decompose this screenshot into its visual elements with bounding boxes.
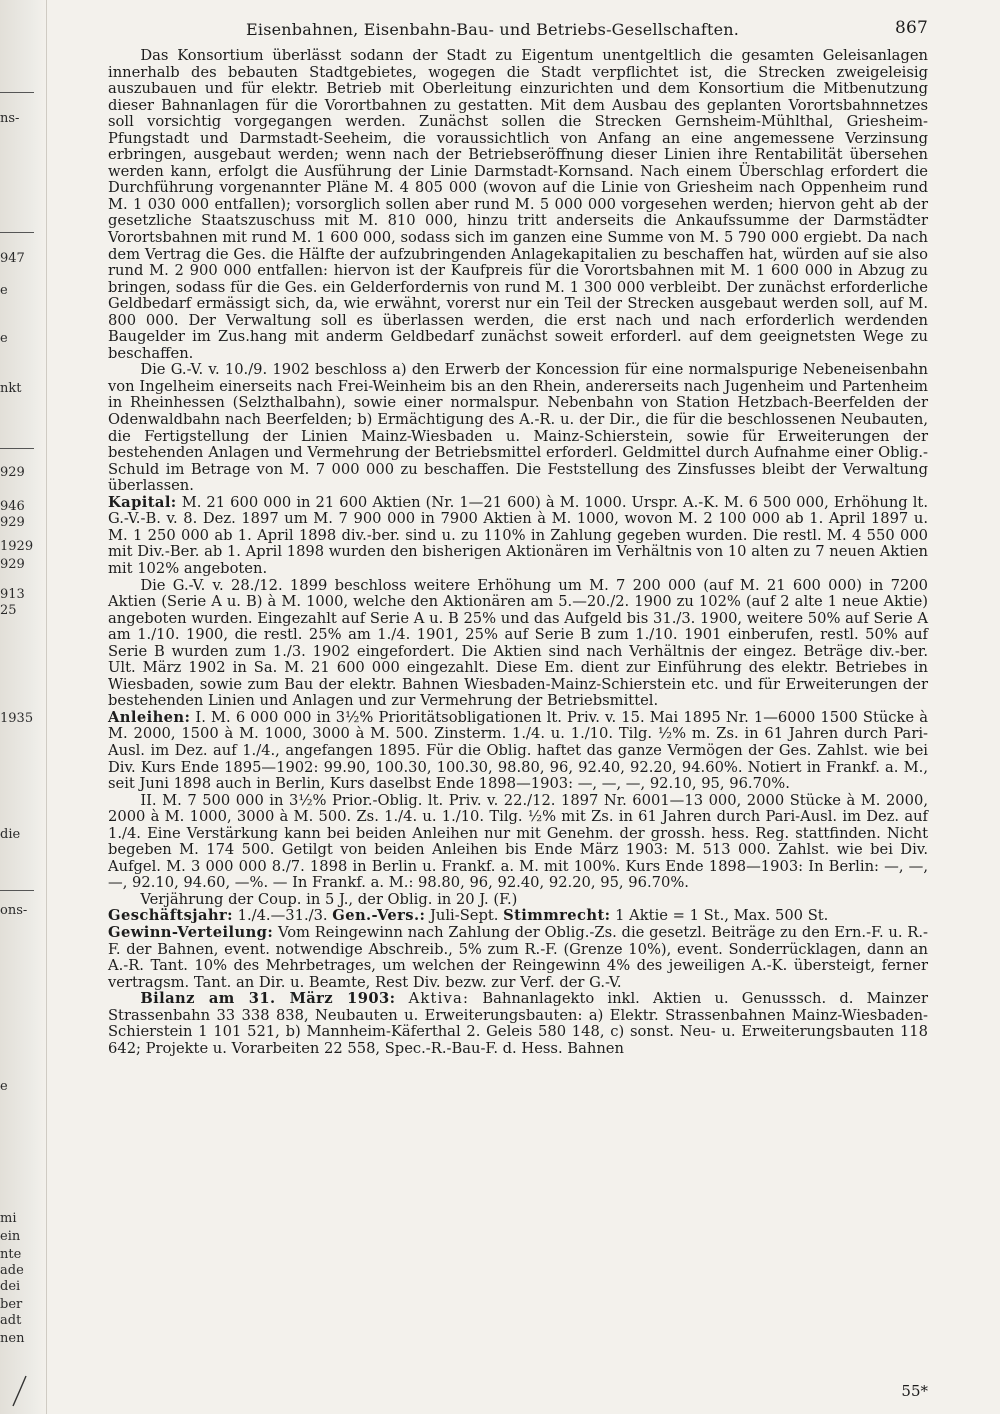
margin-fragment: 25 [0, 603, 17, 618]
paragraph-konsortium: Das Konsortium überlässt sodann der Stadt zu Eigentum unentgeltlich die gesamten Geleisanlagen innerhalb des bebauten Stadtgebietes, wogegen die Stadt verpflichtet ist, die Strecken zweigeleisig auszubauen und für elektr. Betrieb mit Oberleitung einzurichten und dem Konsortium die Mitbenutzung dieser Bahnanlagen für die Vorortbahnen zu gestatten. Mit dem Ausbau des geplanten Vorortsbahnnetzes soll vorsichtig vorgegangen werden. Zunächst sollen die Strecken Gernsheim-Mühlthal, Griesheim-Pfungstadt und Darmstadt-Seeheim, die voraussichtlich von Anfang an eine angemessene Verzinsung erbringen, ausgebaut werden; wenn nach der Betriebseröffnung dieser Linien ihre Rentabilität übersehen werden kann, erfolgt die Ausführung der Linie Darmstadt-Kornsand. Nach einem Überschlag erfordert die Durchführung vorgenannter Pläne M. 4 805 000 (wovon auf die Linie von Griesheim nach Oppenheim rund M. 1 030 000 entfallen); vorsorglich sollen aber rund M. 5 000 000 vorgesehen werden; hiervon geht ab der gesetzliche Staatszuschuss mit M. 810 000, hinzu tritt anderseits die Ankaufssumme der Darmstädter Vorortsbahnen mit rund M. 1 600 000, sodass sich im ganzen eine Summe von M. 5 790 000 ergiebt. Da nach dem Vertrag die Ges. die Hälfte der aufzubringenden Anlagekapitalien zu beschaffen hat, würden auf sie also rund M. 2 900 000 entfallen: hiervon ist der Kaufpreis für die Vorortsbahnen mit M. 1 600 000 in Abzug zu bringen, sodass für die Ges. ein Gelderfordernis von rund M. 1 300 000 verbleibt. Der zunächst erforderliche Geldbedarf ermässigt sich, da, wie erwähnt, vorerst nur ein Teil der Strecken ausgebaut werden soll, auf M. 800 000. Der Verwaltung soll es überlassen werden, die erst nach und nach erforderlich werdenden Baugelder im Zus.hang mit anderm Geldbedarf zunächst soweit erforderl. auf dem geeignetsten Wege zu beschaffen. [108, 47, 928, 362]
margin-fragment: 929 [0, 515, 25, 530]
margin-fragment: adt [0, 1313, 22, 1328]
margin-fragment: ein [0, 1229, 21, 1244]
margin-fragment: 947 [0, 251, 25, 266]
margin-fragment: ns- [0, 111, 20, 126]
margin-fragment: 913 [0, 587, 25, 602]
margin-fragment: e [0, 331, 8, 346]
margin-fragment: ber [0, 1297, 23, 1312]
label-geschaeftsjahr: Geschäftsjahr: [108, 907, 233, 925]
margin-fragment: 929 [0, 557, 25, 572]
gen-vers-text: Juli-Sept. [429, 907, 499, 925]
margin-rule [0, 92, 34, 93]
anleihen-text: I. M. 6 000 000 in 3½% Prioritätsobligationen lt. Priv. v. 15. Mai 1895 Nr. 1—6000 1500 Stücke à M. 2000, 1500 à M. 1000, 3000 à M. 500. Zinsterm. 1./4. u. 1./10. Tilg. ½% m. Zs. in 61 Jahren durch Pari-Ausl. im Dez. auf 1./4., angefangen 1895. Für die Oblig. haftet das ganze Vermögen der Ges. Zahlst. wie bei Div. Kurs Ende 1895—1902: 99.90, 100.30, 100.30, 98.80, 96, 92.40, 92.20, 94.60%. Notiert in Frankf. a. M., seit Juni 1898 auch in Berlin, Kurs daselbst Ende 1898—1903: —, —, —, 92.10, 95, 96.70%. [108, 708, 928, 793]
margin-fragment: nkt [0, 381, 22, 396]
paragraph-verjaehrung: Verjährung der Coup. in 5 J., der Oblig. in 20 J. (F.) [140, 890, 518, 908]
margin-fragment: e [0, 1079, 8, 1094]
margin-fragment: 946 [0, 499, 25, 514]
margin-fragment: die [0, 827, 21, 842]
margin-fragment: 929 [0, 465, 25, 480]
paragraph-gv-1899: Die G.-V. v. 28./12. 1899 beschloss weitere Erhöhung um M. 7 200 000 (auf M. 21 600 000) in 7200 Aktien (Serie A u. B) à M. 1000, welche den Aktionären am 5.—20./2. 1900 zu 102% (auf 2 alte 1 neue Aktie) angeboten wurden. Eingezahlt auf Serie A u. B 25% und das Aufgeld bis 31./3. 1900, weitere 50% auf Serie A am 1./10. 1900, die restl. 25% am 1./4. 1901, 25% auf Serie B zum 1./10. 1901 einberufen, restl. 50% auf Serie B wurden zum 1./3. 1902 eingefordert. Die Aktien sind nach Verhältnis der eingez. Beträge div.-ber. Ult. März 1902 in Sa. M. 21 600 000 eingezahlt. Diese Em. dient zur Einführung des elektr. Betriebes in Wiesbaden, sowie zum Bau der elektr. Bahnen Wiesbaden-Mainz-Schierstein etc. und für Erweiterungen der bestehenden Linien und Anlagen und zur Vermehrung der Betriebsmittel. [108, 576, 928, 710]
kapital-text: M. 21 600 000 in 21 600 Aktien (Nr. 1—21 600) à M. 1000. Urspr. A.-K. M. 6 500 000, Erhöhung lt. G.-V.-B. v. 8. Dez. 1897 um M. 7 900 000 in 7900 Aktien à M. 1000, wovon M. 2 100 000 ab 1. April 1897 u. M. 1 250 000 ab 1. April 1898 div.-ber. sind u. zu 110% in Zahlung gegeben wurden. Die restl. M. 4 550 000 mit Div.-Ber. ab 1. April 1898 wurden den bisherigen Aktionären im Verhältnis von 10 alten zu 7 neuen Aktien mit 102% angeboten. [108, 493, 928, 577]
section-gewinn-verteilung [108, 925, 928, 991]
page-body [108, 48, 928, 1057]
margin-fragment: 1929 [0, 539, 34, 554]
section-anleihen [108, 710, 928, 793]
page-number: 867 [894, 18, 928, 38]
label-gen-vers: Gen.-Vers.: [332, 907, 426, 925]
section-geschaeftsjahr [108, 908, 928, 925]
section-bilanz [108, 991, 928, 1057]
gewinn-verteilung-text: Vom Reingewinn nach Zahlung der Oblig.-Zs. die gesetzl. Beiträge zu den Ern.-F. u. R.-F. der Bahnen, event. notwendige Abschreib., 5% zum R.-F. (Grenze 10%), event. Sonderrücklagen, dann an A.-R. Tant. 10% des Mehrbetrages, um welchen der Reingewinn 4% des jeweiligen A.-K. übersteigt, ferner vertragsm. Tant. an Dir. u. Beamte, Rest Div. bezw. zur Verf. der G.-V. [108, 923, 929, 991]
label-stimmrecht: Stimmrecht: [503, 907, 611, 925]
stimmrecht-text: 1 Aktie = 1 St., Max. 500 St. [615, 907, 829, 925]
label-aktiva: Aktiva: [408, 990, 470, 1008]
section-kapital [108, 495, 928, 578]
margin-fragment: e [0, 283, 8, 298]
adjacent-page-margin [0, 0, 47, 1414]
margin-rule [0, 232, 34, 233]
margin-fragment: ade [0, 1263, 24, 1278]
bilanz-text: Bahnanlagekto inkl. Aktien u. Genusssch. d. Mainzer Strassenbahn 33 338 838, Neubauten u. Erweiterungsbauten: a) Elektr. Strassenbahnen Mainz-Wiesbaden-Schierstein 1 101 521, b) Mannheim-Käferthal 2. Geleis 580 148, c) sonst. Neu- u. Erweiterungsbauten 118 642; Projekte u. Vorarbeiten 22 558, Spec.-R.-Bau-F. d. Hess. Bahnen [108, 990, 928, 1057]
margin-fragment: dei [0, 1279, 21, 1294]
label-kapital: Kapital: [108, 493, 177, 511]
label-gewinn-verteilung: Gewinn-Verteilung: [108, 923, 274, 941]
paragraph-anleihe-ii: II. M. 7 500 000 in 3½% Prior.-Oblig. lt. Priv. v. 22./12. 1897 Nr. 6001—13 000, 2000 Stücke à M. 2000, 2000 à M. 1000, 3000 à M. 500. Zs. 1./4. u. 1./10. Tilg. ½% mit Zs. in 61 Jahren durch Pari-Ausl. im Dez. auf 1./4. Eine Verstärkung kann bei beiden Anleihen nur mit Genehm. der grossh. hess. Reg. stattfinden. Nicht begeben M. 174 500. Getilgt von beiden Anleihen bis Ende März 1903: M. 513 000. Zahlst. wie bei Div. Aufgel. M. 3 000 000 8./7. 1898 in Berlin u. Frankf. a. M. mit 100%. Kurs Ende 1898—1903: In Berlin: —, —, —, 92.10, 94.60, —%. — In Frankf. a. M.: 98.80, 96, 92.40, 92.20, 95, 96.70%. [108, 791, 928, 892]
label-anleihen: Anleihen: [108, 708, 191, 726]
pencil-mark-icon [10, 1368, 30, 1408]
geschaeftsjahr-text: 1./4.—31./3. [237, 907, 328, 925]
margin-rule [0, 890, 34, 891]
margin-rule [0, 448, 34, 449]
margin-fragment: mi [0, 1211, 17, 1226]
running-head: Eisenbahnen, Eisenbahn-Bau- und Betriebs-Gesellschaften. [246, 20, 740, 39]
page-header [108, 12, 928, 48]
paragraph-gv-1902: Die G.-V. v. 10./9. 1902 beschloss a) den Erwerb der Koncession für eine normalspurige Nebeneisenbahn von Ingelheim einerseits nach Frei-Weinheim bis an den Rhein, andererseits nach Jugenheim und Partenheim in Rheinhessen (Selzthalbahn), sowie einer normalspur. Nebenbahn von Station Hetzbach-Beerfelden der Odenwaldbahn nach Beerfelden; b) Ermächtigung des A.-R. u. der Dir., die für die beschlossenen Neubauten, die Fertigstellung der Linien Mainz-Wiesbaden u. Mainz-Schierstein, sowie für Erweiterungen der bestehenden Anlagen und Vermehrung der Betriebsmittel erforderl. Geldmittel durch Aufnahme einer Oblig.-Schuld im Betrage von M. 7 000 000 zu beschaffen. Die Feststellung des Zinsfusses bleibt der Verwaltung überlassen. [108, 361, 928, 495]
sheet-signature: 55* [901, 1382, 928, 1400]
margin-fragment: nte [0, 1247, 22, 1262]
label-bilanz: Bilanz am 31. März 1903: [140, 990, 396, 1008]
margin-fragment: nen [0, 1331, 25, 1346]
margin-fragment: 1935 [0, 711, 34, 726]
margin-fragment: ons- [0, 903, 28, 918]
document-page [108, 12, 928, 1402]
